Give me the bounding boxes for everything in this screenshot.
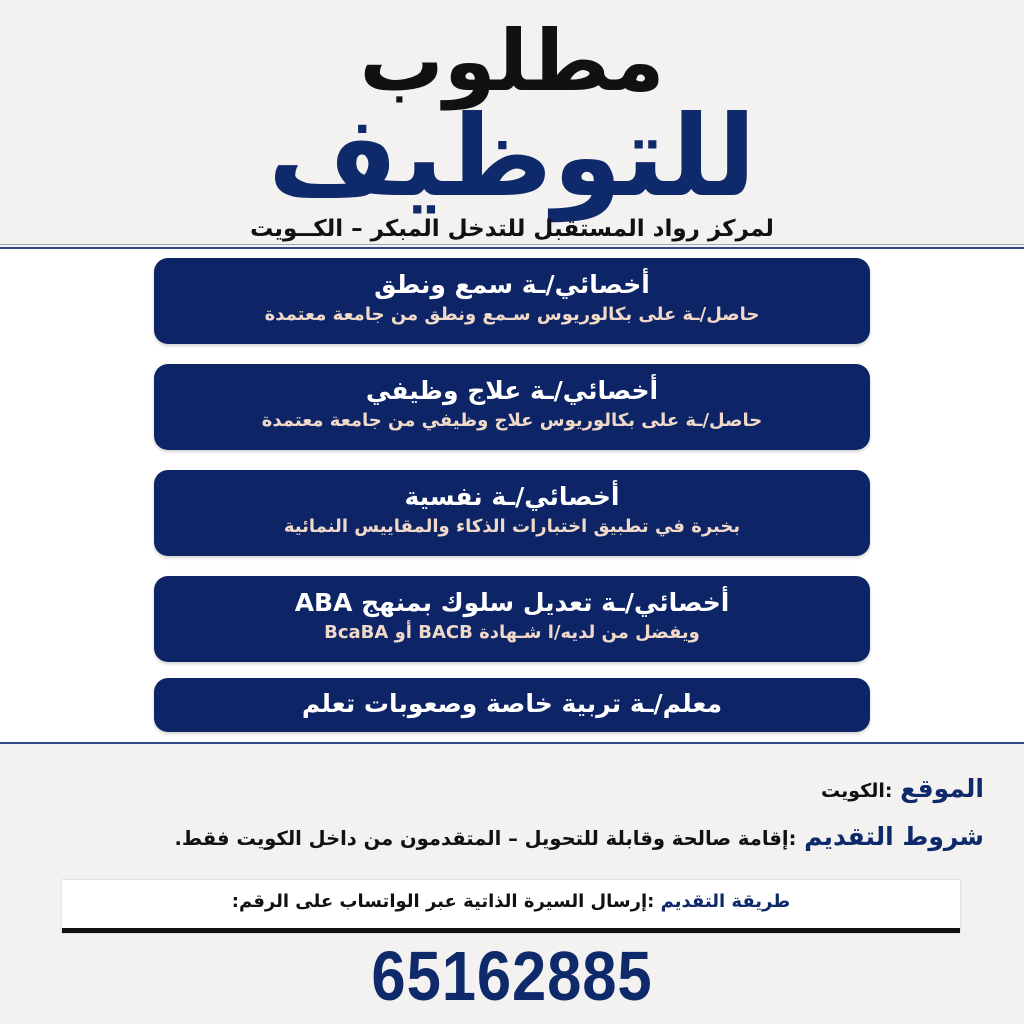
job-requirement: بخبرة في تطبيق اختبارات الذكاء والمقاييس النمائية [283,516,741,537]
job-card-behavior-aba [154,576,870,662]
conditions-line [174,820,984,856]
job-card-special-education [154,678,870,732]
location-value: :الكويت [821,780,893,802]
headline-for-employment: للتوظيف [267,92,757,222]
conditions-label: شروط التقديم [804,822,984,851]
apply-method-box [62,880,960,933]
job-title: أخصائي/ـة سمع ونطق [374,270,650,299]
job-title: أخصائي/ـة علاج وظيفي [365,376,659,405]
headline-wanted: مطلوب [359,12,665,110]
organization-tagline: لمركز رواد المستقبل للتدخل المبكر – الكــويت [250,216,774,242]
job-card-psychologist [154,470,870,556]
job-title: أخصائي/ـة نفسية [404,482,620,511]
location-label: الموقع [900,774,984,803]
whatsapp-phone-number[interactable]: 65162885 [371,937,653,1015]
job-card-speech-hearing [154,258,870,344]
apply-method-label: طريقة التقديم [660,891,791,912]
job-requirement: حاصل/ـة على بكالوريوس سـمع ونطق من جامعة معتمدة [264,304,760,325]
location-line [821,772,984,808]
job-title: معلم/ـة تربية خاصة وصعوبات تعلم [301,689,723,718]
job-card-occupational-therapy [154,364,870,450]
conditions-value: :إقامة صالحة وقابلة للتحويل – المتقدمون من داخل الكويت فقط. [174,827,797,850]
job-requirement: ويفضل من لديه/ا شـهادة BACB أو BcaBA [324,622,700,643]
apply-method-value: :إرسال السيرة الذاتية عبر الواتساب على الرقم: [231,891,655,912]
job-title: أخصائي/ـة تعديل سلوك بمنهج ABA [294,588,730,617]
job-requirement: حاصل/ـة على بكالوريوس علاج وظيفي من جامعة معتمدة [261,410,763,431]
divider-line [0,244,1024,245]
